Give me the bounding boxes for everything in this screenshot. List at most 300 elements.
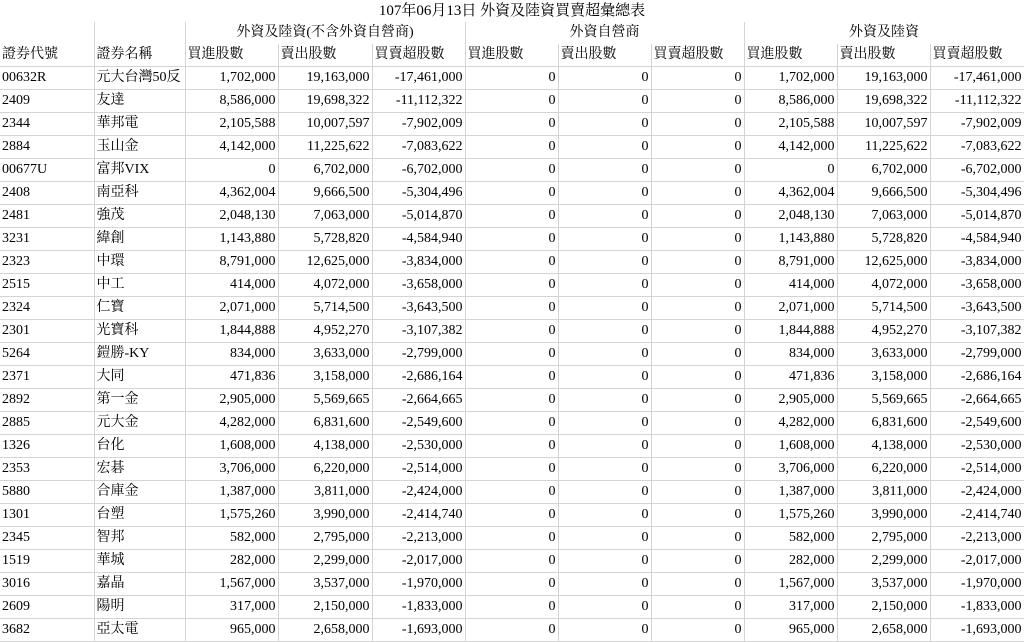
value-cell: 0 — [558, 159, 651, 182]
value-cell: 965,000 — [185, 619, 278, 642]
table-row — [0, 67, 1024, 90]
stock-name-cell: 中工 — [94, 274, 185, 297]
value-cell: 1,387,000 — [185, 481, 278, 504]
value-cell: -2,213,000 — [372, 527, 465, 550]
value-cell: 0 — [558, 251, 651, 274]
value-cell: 282,000 — [185, 550, 278, 573]
value-cell: 0 — [558, 458, 651, 481]
value-cell: 2,071,000 — [744, 297, 837, 320]
stock-code-cell: 3231 — [0, 228, 94, 251]
value-cell: 1,387,000 — [744, 481, 837, 504]
stock-code-cell: 2409 — [0, 90, 94, 113]
value-cell: -6,702,000 — [372, 159, 465, 182]
value-cell: 10,007,597 — [837, 113, 930, 136]
value-cell: 1,608,000 — [185, 435, 278, 458]
value-cell: 4,362,004 — [744, 182, 837, 205]
value-cell: 0 — [465, 90, 558, 113]
value-cell: 0 — [558, 389, 651, 412]
value-cell: 4,952,270 — [837, 320, 930, 343]
stock-code-cell: 2345 — [0, 527, 94, 550]
table-row — [0, 228, 1024, 251]
stock-code-cell: 2344 — [0, 113, 94, 136]
group-header-foreign-total: 外資及陸資 — [744, 22, 1024, 44]
value-cell: -7,083,622 — [372, 136, 465, 159]
value-cell: 0 — [651, 412, 744, 435]
value-cell: 8,586,000 — [744, 90, 837, 113]
stock-name-cell: 玉山金 — [94, 136, 185, 159]
value-cell: 2,905,000 — [185, 389, 278, 412]
value-cell: -17,461,000 — [372, 67, 465, 90]
value-cell: 0 — [651, 205, 744, 228]
value-cell: 2,150,000 — [278, 596, 372, 619]
table-row — [0, 320, 1024, 343]
value-cell: -5,304,496 — [372, 182, 465, 205]
value-cell: 2,048,130 — [185, 205, 278, 228]
table-row — [0, 205, 1024, 228]
value-cell: 8,586,000 — [185, 90, 278, 113]
stock-code-cell: 2892 — [0, 389, 94, 412]
value-cell: -3,658,000 — [372, 274, 465, 297]
stock-name-cell: 富邦VIX — [94, 159, 185, 182]
value-cell: 7,063,000 — [837, 205, 930, 228]
value-cell: 3,990,000 — [278, 504, 372, 527]
value-cell: -2,549,600 — [930, 412, 1024, 435]
value-cell: 3,811,000 — [837, 481, 930, 504]
value-cell: 834,000 — [744, 343, 837, 366]
value-cell: 11,225,622 — [278, 136, 372, 159]
value-cell: 0 — [558, 136, 651, 159]
value-cell: -7,083,622 — [930, 136, 1024, 159]
stock-code-cell: 2408 — [0, 182, 94, 205]
value-cell: 1,575,260 — [744, 504, 837, 527]
value-cell: 5,714,500 — [278, 297, 372, 320]
value-cell: 471,836 — [744, 366, 837, 389]
value-cell: 3,537,000 — [837, 573, 930, 596]
value-cell: 0 — [558, 205, 651, 228]
value-cell: 0 — [651, 550, 744, 573]
value-cell: 0 — [465, 389, 558, 412]
value-cell: 2,905,000 — [744, 389, 837, 412]
value-cell: 10,007,597 — [278, 113, 372, 136]
group-spacer — [94, 22, 185, 44]
value-cell: 0 — [558, 619, 651, 642]
value-cell: 0 — [465, 550, 558, 573]
table-row — [0, 389, 1024, 412]
value-cell: 0 — [651, 619, 744, 642]
value-cell: -2,664,665 — [372, 389, 465, 412]
value-cell: 3,158,000 — [278, 366, 372, 389]
value-cell: 2,105,588 — [744, 113, 837, 136]
value-cell: 0 — [651, 504, 744, 527]
stock-code-cell: 2609 — [0, 596, 94, 619]
stock-name-cell: 鎧勝-KY — [94, 343, 185, 366]
value-cell: 9,666,500 — [837, 182, 930, 205]
group-header-foreign-excl-dealer: 外資及陸資(不含外資自營商) — [185, 22, 465, 44]
stock-code-cell: 00677U — [0, 159, 94, 182]
column-header: 買賣超股數 — [372, 44, 465, 67]
value-cell: -2,664,665 — [930, 389, 1024, 412]
value-cell: -7,902,009 — [930, 113, 1024, 136]
table-row — [0, 182, 1024, 205]
value-cell: -2,213,000 — [930, 527, 1024, 550]
stock-code-cell: 3682 — [0, 619, 94, 642]
report-title: 107年06月13日 外資及陸資買賣超彙總表 — [378, 3, 646, 19]
stock-name-cell: 南亞科 — [94, 182, 185, 205]
value-cell: 4,142,000 — [185, 136, 278, 159]
value-cell: 317,000 — [185, 596, 278, 619]
value-cell: 0 — [465, 504, 558, 527]
value-cell: -2,686,164 — [930, 366, 1024, 389]
value-cell: 582,000 — [185, 527, 278, 550]
value-cell: 0 — [558, 573, 651, 596]
value-cell: 0 — [651, 435, 744, 458]
value-cell: 0 — [651, 182, 744, 205]
table-row — [0, 412, 1024, 435]
value-cell: 12,625,000 — [837, 251, 930, 274]
value-cell: -5,014,870 — [372, 205, 465, 228]
value-cell: -11,112,322 — [372, 90, 465, 113]
value-cell: 0 — [558, 274, 651, 297]
value-cell: 3,158,000 — [837, 366, 930, 389]
value-cell: 0 — [651, 527, 744, 550]
stock-code-cell: 3016 — [0, 573, 94, 596]
table-row — [0, 251, 1024, 274]
value-cell: -3,107,382 — [930, 320, 1024, 343]
value-cell: 2,150,000 — [837, 596, 930, 619]
value-cell: 0 — [558, 182, 651, 205]
stock-name-cell: 仁寶 — [94, 297, 185, 320]
stock-code-cell: 2481 — [0, 205, 94, 228]
value-cell: 1,567,000 — [744, 573, 837, 596]
value-cell: -3,834,000 — [930, 251, 1024, 274]
value-cell: 0 — [558, 596, 651, 619]
value-cell: 0 — [465, 67, 558, 90]
value-cell: 0 — [465, 136, 558, 159]
stock-name-cell: 中環 — [94, 251, 185, 274]
value-cell: 4,138,000 — [837, 435, 930, 458]
value-cell: 2,071,000 — [185, 297, 278, 320]
value-cell: 1,567,000 — [185, 573, 278, 596]
value-cell: 4,282,000 — [744, 412, 837, 435]
stock-code-cell: 2515 — [0, 274, 94, 297]
value-cell: -3,643,500 — [930, 297, 1024, 320]
stock-code-cell: 2301 — [0, 320, 94, 343]
value-cell: 0 — [651, 596, 744, 619]
value-cell: -2,514,000 — [930, 458, 1024, 481]
value-cell: 0 — [465, 182, 558, 205]
column-header: 證券代號 — [0, 44, 94, 67]
value-cell: 282,000 — [744, 550, 837, 573]
value-cell: -2,549,600 — [372, 412, 465, 435]
value-cell: 1,702,000 — [744, 67, 837, 90]
value-cell: 0 — [558, 113, 651, 136]
table-row — [0, 159, 1024, 182]
value-cell: 5,569,665 — [278, 389, 372, 412]
value-cell: 0 — [465, 412, 558, 435]
stock-name-cell: 合庫金 — [94, 481, 185, 504]
stock-code-cell: 1519 — [0, 550, 94, 573]
value-cell: 5,728,820 — [278, 228, 372, 251]
value-cell: 0 — [465, 527, 558, 550]
value-cell: 1,844,888 — [744, 320, 837, 343]
value-cell: 8,791,000 — [185, 251, 278, 274]
value-cell: -1,970,000 — [372, 573, 465, 596]
value-cell: 0 — [465, 596, 558, 619]
column-header: 賣出股數 — [558, 44, 651, 67]
value-cell: 6,220,000 — [837, 458, 930, 481]
value-cell: 0 — [651, 458, 744, 481]
value-cell: -5,014,870 — [930, 205, 1024, 228]
value-cell: 11,225,622 — [837, 136, 930, 159]
stock-name-cell: 宏碁 — [94, 458, 185, 481]
table-row — [0, 343, 1024, 366]
stock-name-cell: 智邦 — [94, 527, 185, 550]
value-cell: -3,658,000 — [930, 274, 1024, 297]
value-cell: 0 — [651, 228, 744, 251]
stock-code-cell: 5264 — [0, 343, 94, 366]
stock-name-cell: 亞太電 — [94, 619, 185, 642]
group-header-foreign-dealer: 外資自營商 — [465, 22, 744, 44]
value-cell: 9,666,500 — [278, 182, 372, 205]
value-cell: 19,698,322 — [278, 90, 372, 113]
stock-name-cell: 強茂 — [94, 205, 185, 228]
value-cell: 0 — [465, 619, 558, 642]
value-cell: 0 — [465, 205, 558, 228]
value-cell: -3,643,500 — [372, 297, 465, 320]
value-cell: 3,811,000 — [278, 481, 372, 504]
value-cell: 2,299,000 — [278, 550, 372, 573]
value-cell: 4,142,000 — [744, 136, 837, 159]
column-header-row — [0, 44, 1024, 67]
stock-name-cell: 大同 — [94, 366, 185, 389]
value-cell: 2,299,000 — [837, 550, 930, 573]
value-cell: 2,105,588 — [185, 113, 278, 136]
value-cell: 0 — [651, 274, 744, 297]
value-cell: 5,728,820 — [837, 228, 930, 251]
value-cell: 0 — [558, 550, 651, 573]
stock-code-cell: 1301 — [0, 504, 94, 527]
value-cell: 0 — [651, 573, 744, 596]
value-cell: 0 — [465, 274, 558, 297]
table-row — [0, 527, 1024, 550]
value-cell: -2,530,000 — [930, 435, 1024, 458]
value-cell: 0 — [465, 366, 558, 389]
value-cell: 8,791,000 — [744, 251, 837, 274]
value-cell: 6,831,600 — [837, 412, 930, 435]
value-cell: 4,282,000 — [185, 412, 278, 435]
value-cell: -1,833,000 — [930, 596, 1024, 619]
stock-code-cell: 2323 — [0, 251, 94, 274]
column-header: 賣出股數 — [837, 44, 930, 67]
column-header: 買賣超股數 — [651, 44, 744, 67]
stock-code-cell: 00632R — [0, 67, 94, 90]
value-cell: 0 — [651, 67, 744, 90]
value-cell: 0 — [465, 251, 558, 274]
value-cell: 12,625,000 — [278, 251, 372, 274]
value-cell: -2,017,000 — [930, 550, 1024, 573]
value-cell: 0 — [558, 366, 651, 389]
value-cell: -11,112,322 — [930, 90, 1024, 113]
table-row — [0, 458, 1024, 481]
value-cell: 0 — [465, 435, 558, 458]
stock-code-cell: 5880 — [0, 481, 94, 504]
value-cell: 0 — [465, 159, 558, 182]
value-cell: -2,017,000 — [372, 550, 465, 573]
value-cell: 0 — [558, 67, 651, 90]
value-cell: 0 — [465, 320, 558, 343]
column-header: 賣出股數 — [278, 44, 372, 67]
value-cell: 834,000 — [185, 343, 278, 366]
stock-name-cell: 華邦電 — [94, 113, 185, 136]
value-cell: 19,698,322 — [837, 90, 930, 113]
value-cell: 0 — [651, 389, 744, 412]
stock-name-cell: 嘉晶 — [94, 573, 185, 596]
value-cell: 6,831,600 — [278, 412, 372, 435]
table-row — [0, 274, 1024, 297]
value-cell: -1,833,000 — [372, 596, 465, 619]
value-cell: 1,575,260 — [185, 504, 278, 527]
value-cell: -3,107,382 — [372, 320, 465, 343]
value-cell: 0 — [465, 228, 558, 251]
value-cell: 0 — [465, 113, 558, 136]
value-cell: 0 — [651, 297, 744, 320]
group-header-row — [0, 22, 1024, 44]
value-cell: -2,424,000 — [930, 481, 1024, 504]
stock-code-cell: 2353 — [0, 458, 94, 481]
stock-code-cell: 2885 — [0, 412, 94, 435]
value-cell: 0 — [558, 320, 651, 343]
table-row — [0, 435, 1024, 458]
value-cell: -2,414,740 — [930, 504, 1024, 527]
table-row — [0, 504, 1024, 527]
value-cell: -4,584,940 — [372, 228, 465, 251]
column-header: 買賣超股數 — [930, 44, 1024, 67]
value-cell: 4,138,000 — [278, 435, 372, 458]
value-cell: 1,143,880 — [744, 228, 837, 251]
value-cell: 1,702,000 — [185, 67, 278, 90]
value-cell: 1,143,880 — [185, 228, 278, 251]
value-cell: 0 — [465, 573, 558, 596]
value-cell: 965,000 — [744, 619, 837, 642]
stock-code-cell: 1326 — [0, 435, 94, 458]
value-cell: 3,706,000 — [744, 458, 837, 481]
value-cell: -17,461,000 — [930, 67, 1024, 90]
stock-name-cell: 元大台灣50反 — [94, 67, 185, 90]
column-header: 買進股數 — [465, 44, 558, 67]
table-row — [0, 297, 1024, 320]
value-cell: 414,000 — [185, 274, 278, 297]
value-cell: 3,633,000 — [837, 343, 930, 366]
value-cell: 0 — [465, 297, 558, 320]
value-cell: 4,952,270 — [278, 320, 372, 343]
stock-name-cell: 第一金 — [94, 389, 185, 412]
value-cell: -6,702,000 — [930, 159, 1024, 182]
value-cell: 0 — [465, 481, 558, 504]
value-cell: 0 — [744, 159, 837, 182]
value-cell: 5,569,665 — [837, 389, 930, 412]
column-header: 證券名稱 — [94, 44, 185, 67]
table-row — [0, 366, 1024, 389]
value-cell: 471,836 — [185, 366, 278, 389]
value-cell: 3,990,000 — [837, 504, 930, 527]
value-cell: 0 — [558, 90, 651, 113]
column-header: 買進股數 — [185, 44, 278, 67]
value-cell: 3,633,000 — [278, 343, 372, 366]
value-cell: 2,658,000 — [278, 619, 372, 642]
value-cell: -5,304,496 — [930, 182, 1024, 205]
value-cell: 0 — [651, 113, 744, 136]
value-cell: 0 — [651, 320, 744, 343]
stock-name-cell: 台化 — [94, 435, 185, 458]
value-cell: 1,608,000 — [744, 435, 837, 458]
value-cell: -7,902,009 — [372, 113, 465, 136]
value-cell: 19,163,000 — [837, 67, 930, 90]
value-cell: 0 — [651, 159, 744, 182]
table-row — [0, 550, 1024, 573]
value-cell: 2,795,000 — [278, 527, 372, 550]
stock-code-cell: 2324 — [0, 297, 94, 320]
value-cell: 4,072,000 — [837, 274, 930, 297]
table-row — [0, 136, 1024, 159]
value-cell: -2,799,000 — [930, 343, 1024, 366]
value-cell: -2,799,000 — [372, 343, 465, 366]
stock-name-cell: 華城 — [94, 550, 185, 573]
stock-code-cell: 2371 — [0, 366, 94, 389]
value-cell: -4,584,940 — [930, 228, 1024, 251]
value-cell: -2,514,000 — [372, 458, 465, 481]
value-cell: 6,220,000 — [278, 458, 372, 481]
value-cell: -1,970,000 — [930, 573, 1024, 596]
value-cell: 0 — [558, 481, 651, 504]
value-cell: 3,537,000 — [278, 573, 372, 596]
value-cell: 0 — [558, 343, 651, 366]
value-cell: 0 — [651, 251, 744, 274]
table-row — [0, 619, 1024, 642]
value-cell: 2,795,000 — [837, 527, 930, 550]
value-cell: 0 — [651, 90, 744, 113]
stock-name-cell: 元大金 — [94, 412, 185, 435]
stock-name-cell: 台塑 — [94, 504, 185, 527]
value-cell: 6,702,000 — [278, 159, 372, 182]
value-cell: 4,072,000 — [278, 274, 372, 297]
value-cell: 2,658,000 — [837, 619, 930, 642]
value-cell: 0 — [465, 458, 558, 481]
table-row — [0, 481, 1024, 504]
value-cell: -1,693,000 — [372, 619, 465, 642]
value-cell: 582,000 — [744, 527, 837, 550]
value-cell: 0 — [558, 435, 651, 458]
stock-name-cell: 友達 — [94, 90, 185, 113]
value-cell: 0 — [558, 297, 651, 320]
value-cell: 2,048,130 — [744, 205, 837, 228]
value-cell: 0 — [651, 366, 744, 389]
value-cell: -2,424,000 — [372, 481, 465, 504]
value-cell: 0 — [185, 159, 278, 182]
stock-name-cell: 光寶科 — [94, 320, 185, 343]
value-cell: 317,000 — [744, 596, 837, 619]
stock-name-cell: 陽明 — [94, 596, 185, 619]
value-cell: 6,702,000 — [837, 159, 930, 182]
table-row — [0, 596, 1024, 619]
value-cell: 3,706,000 — [185, 458, 278, 481]
value-cell: 0 — [465, 343, 558, 366]
table-row — [0, 90, 1024, 113]
value-cell: 414,000 — [744, 274, 837, 297]
stock-code-cell: 2884 — [0, 136, 94, 159]
value-cell: 7,063,000 — [278, 205, 372, 228]
value-cell: 5,714,500 — [837, 297, 930, 320]
value-cell: -1,693,000 — [930, 619, 1024, 642]
